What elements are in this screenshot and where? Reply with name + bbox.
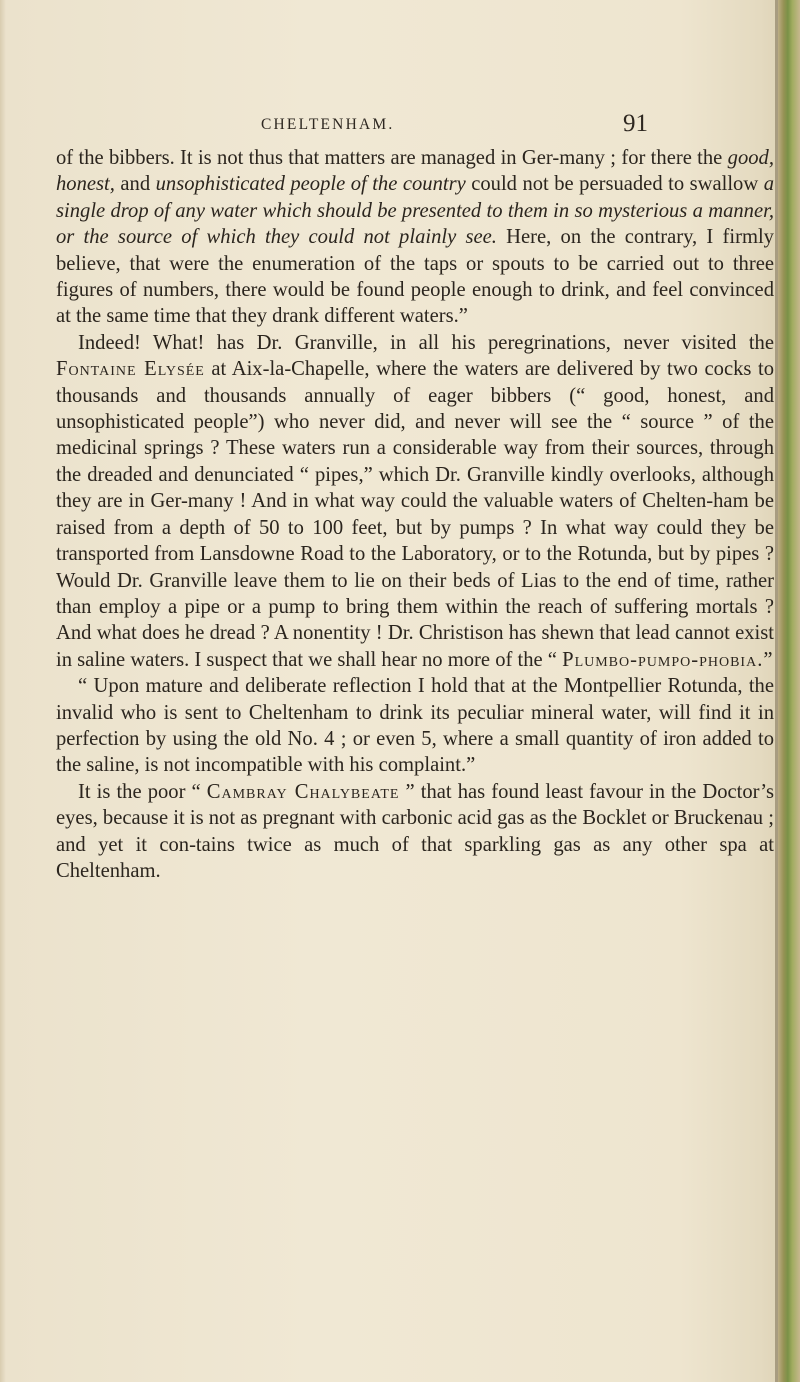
text-segment: “ Upon mature and deliberate reflection I hold that at the Montpellier Rotunda, the invalid who is sent to Cheltenham to drink its peculiar mineral water, will find it in perfection by using the old No. 4 ; or even 5, where a small quantity of iron added to the saline, is not incompatible with his complaint.” <box>56 675 774 777</box>
italic-text: unsophisticated people of the country <box>155 173 466 196</box>
paragraph <box>56 779 774 885</box>
text-segment: of the bibbers. It is not thus that matters are managed in Ger-many ; for there the <box>56 147 728 169</box>
running-header <box>0 110 800 140</box>
text-segment: Here, on the contrary, I firmly believe, that were the enumeration of the taps or spouts to be carried out to three figures of numbers, there would be found people enough to drink, and feel convinced at the same time that they drank different waters.” <box>56 226 774 328</box>
paragraph <box>56 673 774 779</box>
page-number: 91 <box>623 110 648 137</box>
smallcaps-text: Plumbo-pumpo-phobia. <box>562 648 764 671</box>
italic-text: good, honest, <box>56 147 774 196</box>
text-segment: ” that has found least favour in the Doctor’s eyes, because it is not as pregnant with carbonic acid gas as the Bocklet or Bruckenau ; and yet it con-tains twice as much of that sparkling gas as any other spa at Cheltenham. <box>56 780 775 882</box>
text-segment: at Aix-la-Chapelle, where the waters are delivered by two cocks to thousands and thousands annually of eager bibbers (“ good, honest, and unsophisticated people”) who never did, and never will see the “ source ” of the medicinal springs ? These waters run a considerable way from their sources, through the dreaded and denunciated “ pipes,” which Dr. Granville kindly overlooks, although they are in Ger-many ! And in what way could the valuable waters of Chelten-ham be raised from a depth of 50 to 100 feet, but by pumps ? In what way could they be transported from Lansdowne Road to the Laboratory, or to the Rotunda, but by pipes ? Would Dr. Granville leave them to lie on their beds of Lias to the end of time, rather than employ a pipe or a pump to bring them within the reach of suffering mortals ? And what does he dread ? A nonentity ! Dr. Christison has shewn that lead cannot exist in saline waters. I suspect that we shall hear no more of the “ <box>56 358 774 671</box>
page-left-edge <box>0 0 6 1382</box>
text-segment: ” <box>763 648 773 671</box>
text-segment: Indeed! What! has Dr. Granville, in all his peregrinations, never visited the <box>78 331 774 354</box>
paragraph <box>56 145 774 330</box>
text-segment: could not be persuaded to swallow <box>465 173 764 196</box>
paragraph <box>56 330 774 673</box>
book-binding-strip <box>778 0 800 1382</box>
italic-text: a single drop of any water which should be presented to them in so mysterious a manner, or the source of which they could not plainly see. <box>56 173 774 249</box>
body-text <box>56 145 774 884</box>
smallcaps-text: Cambray Chalybeate <box>206 780 400 803</box>
smallcaps-text: Fontaine Elysée <box>56 358 205 381</box>
running-title: CHELTENHAM. <box>261 116 395 133</box>
text-segment: It is the poor “ <box>78 780 207 803</box>
text-segment: and <box>114 173 156 196</box>
